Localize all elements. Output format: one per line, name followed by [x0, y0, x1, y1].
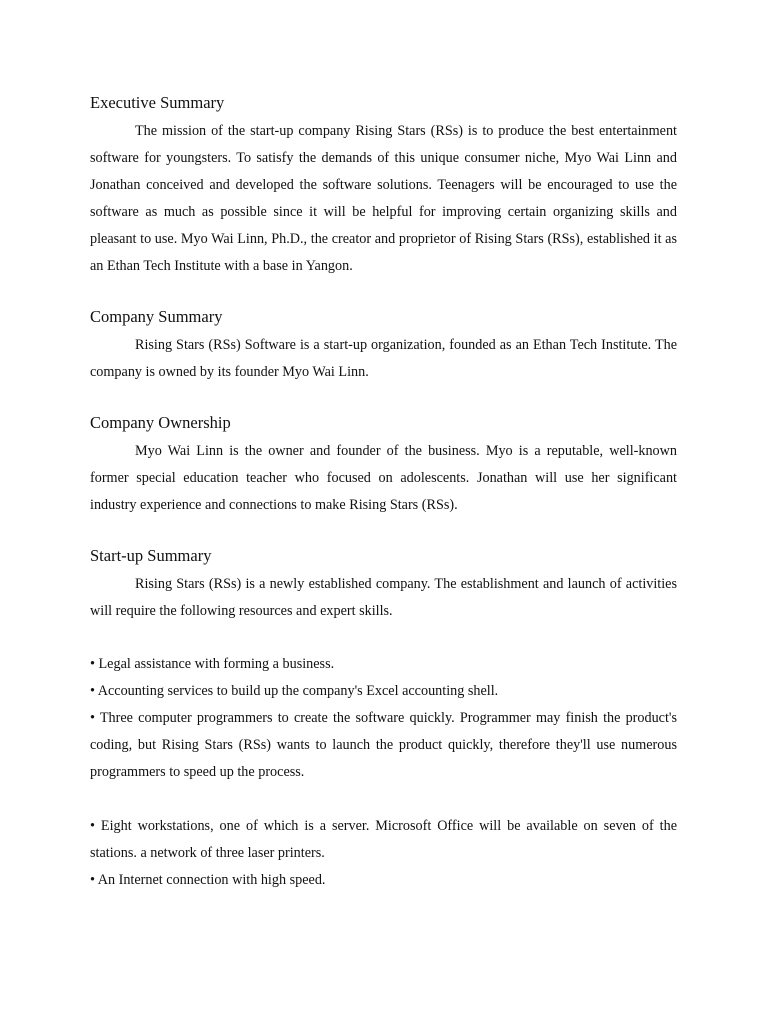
section-executive-summary	[90, 92, 677, 280]
document-page	[90, 92, 677, 894]
section-paragraph: Rising Stars (RSs) Software is a start-up organization, founded as an Ethan Tech Institute. The company is owned by its founder Myo Wai Linn.	[90, 337, 677, 380]
section-paragraph: The mission of the start-up company Rising Stars (RSs) is to produce the best entertainment software for youngsters. To satisfy the demands of this unique consumer niche, Myo Wai Linn and Jonathan conceived and developed the software solutions. Teenagers will be encouraged to use the software as much as possible since it will be helpful for improving certain organizing skills and pleasant to use. Myo Wai Linn, Ph.D., the creator and proprietor of Rising Stars (RSs), established it as an Ethan Tech Institute with a base in Yangon.	[90, 123, 677, 274]
resource-list	[90, 651, 677, 894]
section-heading: Start-up Summary	[90, 546, 212, 565]
list-item: • Accounting services to build up the company's Excel accounting shell.	[90, 683, 499, 699]
list-item: • Eight workstations, one of which is a server. Microsoft Office will be available on seven of the stations. a network of three laser printers.	[90, 818, 677, 861]
list-item: • Three computer programmers to create the software quickly. Programmer may finish the product's coding, but Rising Stars (RSs) wants to launch the product quickly, therefore they'll use numerous programmers to speed up the process.	[90, 710, 677, 780]
list-spacer	[90, 786, 677, 813]
section-heading: Company Summary	[90, 307, 223, 326]
section-heading: Company Ownership	[90, 413, 231, 432]
section-heading: Executive Summary	[90, 93, 225, 112]
section-paragraph: Rising Stars (RSs) is a newly established company. The establishment and launch of activities will require the following resources and expert skills.	[90, 576, 677, 619]
section-company-ownership	[90, 412, 677, 519]
list-item: • An Internet connection with high speed.	[90, 872, 326, 888]
section-company-summary	[90, 306, 677, 386]
section-startup-summary	[90, 545, 677, 625]
section-paragraph: Myo Wai Linn is the owner and founder of the business. Myo is a reputable, well-known former special education teacher who focused on adolescents. Jonathan will use her significant industry experience and connections to make Rising Stars (RSs).	[90, 443, 677, 513]
list-item: • Legal assistance with forming a business.	[90, 656, 335, 672]
